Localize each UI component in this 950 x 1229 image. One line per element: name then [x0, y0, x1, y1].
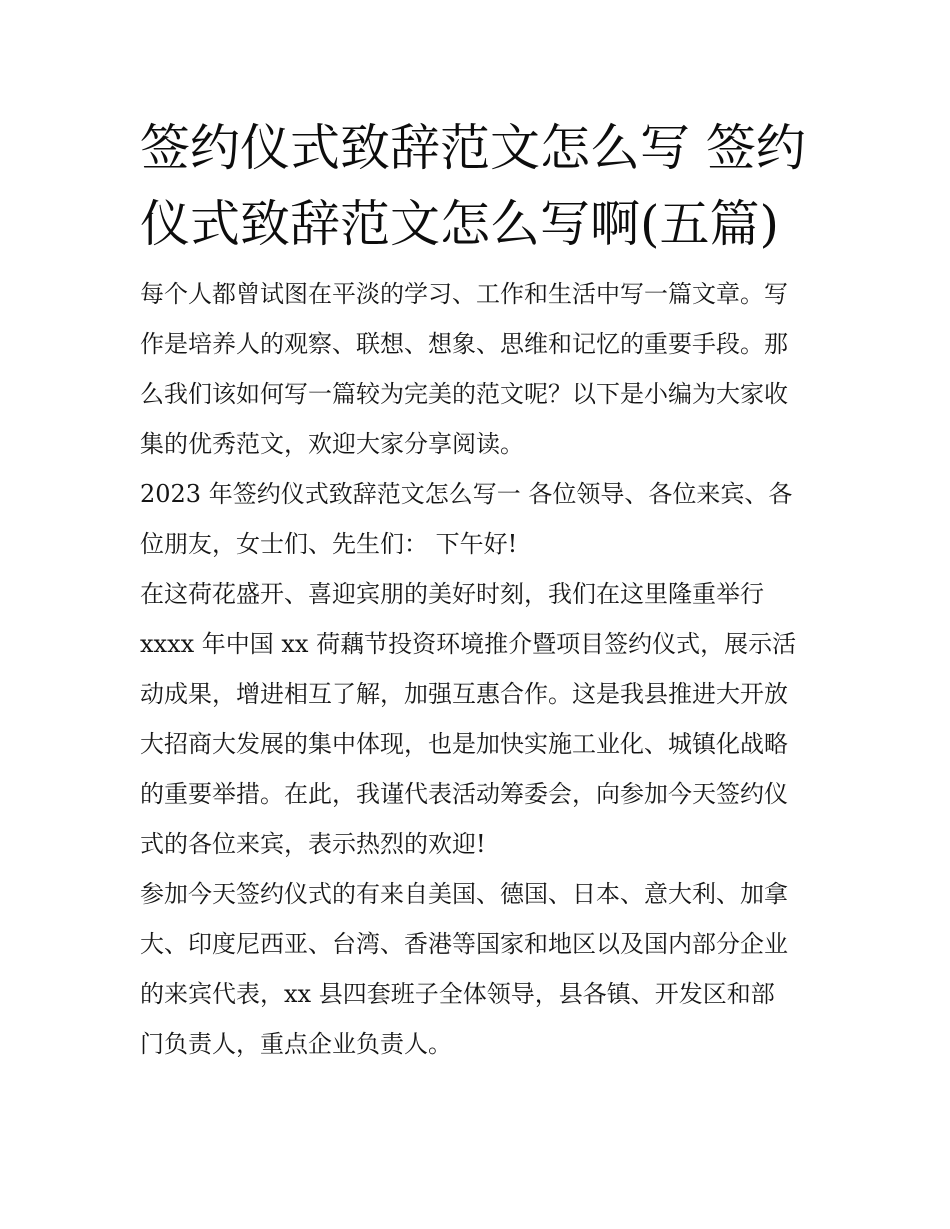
paragraph-welcome — [140, 569, 815, 869]
paragraph-intro — [140, 269, 815, 469]
text-line: 在这荷花盛开、喜迎宾朋的美好时刻，我们在这里隆重举行 — [140, 580, 764, 608]
document-body — [140, 110, 815, 1069]
text-line: 么我们该如何写一篇较为完美的范文呢？以下是小编为大家收 — [140, 380, 788, 408]
text-line: 2023 年签约仪式致辞范文怎么写一 各位领导、各位来宾、各 — [140, 480, 793, 508]
paragraph-attendees — [140, 869, 815, 1069]
document-title — [140, 110, 815, 262]
text-line: 集的优秀范文，欢迎大家分享阅读。 — [140, 430, 524, 458]
text-line: 式的各位来宾，表示热烈的欢迎! — [140, 830, 486, 858]
text-line: 位朋友，女士们、先生们： 下午好! — [140, 530, 518, 558]
title-line: 仪式致辞范文怎么写啊(五篇) — [140, 195, 780, 253]
text-line: 的来宾代表，xx 县四套班子全体领导，县各镇、开发区和部 — [140, 980, 775, 1008]
text-line: 大、印度尼西亚、台湾、香港等国家和地区以及国内部分企业 — [140, 930, 788, 958]
text-line: xxxx 年中国 xx 荷藕节投资环境推介暨项目签约仪式，展示活 — [140, 630, 797, 658]
text-line: 的重要举措。在此，我谨代表活动筹委会，向参加今天签约仪 — [140, 780, 788, 808]
text-line: 每个人都曾试图在平淡的学习、工作和生活中写一篇文章。写 — [140, 280, 788, 308]
paragraph-greeting — [140, 469, 815, 569]
text-line: 参加今天签约仪式的有来自美国、德国、日本、意大利、加拿 — [140, 880, 788, 908]
text-line: 门负责人，重点企业负责人。 — [140, 1030, 452, 1058]
text-line: 作是培养人的观察、联想、想象、思维和记忆的重要手段。那 — [140, 330, 788, 358]
text-line: 大招商大发展的集中体现，也是加快实施工业化、城镇化战略 — [140, 730, 788, 758]
text-line: 动成果，增进相互了解，加强互惠合作。这是我县推进大开放 — [140, 680, 788, 708]
title-line: 签约仪式致辞范文怎么写 签约 — [140, 119, 806, 177]
title-spacer — [140, 262, 815, 269]
